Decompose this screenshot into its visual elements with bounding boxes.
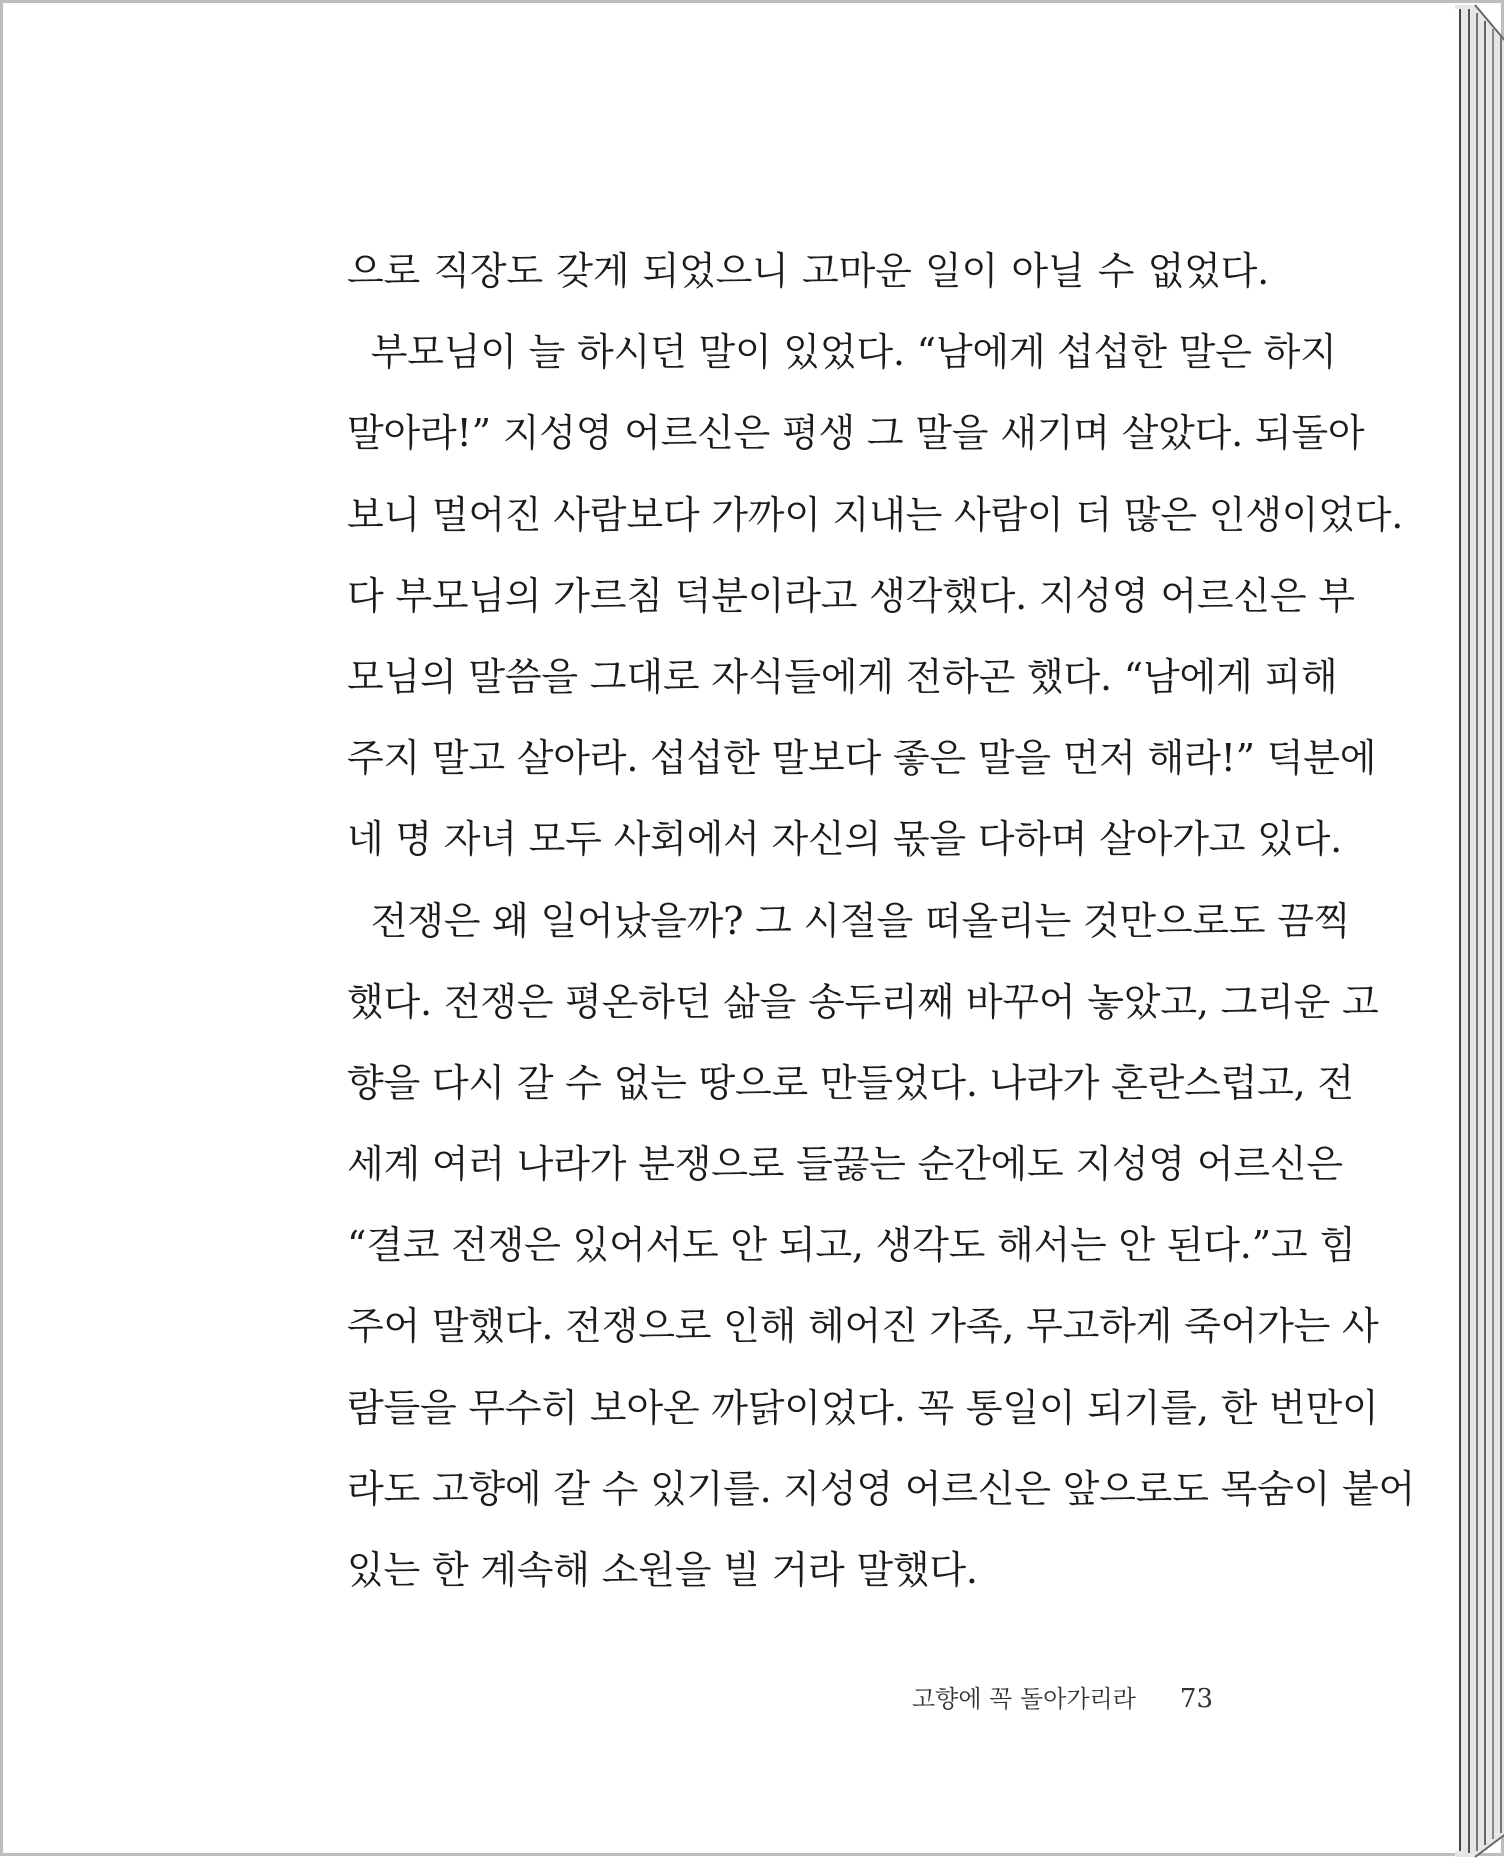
text-line: 모님의 말씀을 그대로 자식들에게 전하곤 했다. “남에게 피해 — [347, 654, 1338, 699]
text-line: 으로 직장도 갖게 되었으니 고마운 일이 아닐 수 없었다. — [347, 249, 1269, 293]
body-text — [347, 231, 1416, 1611]
running-title: 고향에 꼭 돌아가리라 — [911, 1685, 1136, 1713]
text-line: 향을 다시 갈 수 없는 땅으로 만들었다. 나라가 혼란스럽고, 전 — [347, 1060, 1354, 1105]
text-line: 말아라!” 지성영 어르신은 평생 그 말을 새기며 살았다. 되돌아 — [347, 411, 1365, 456]
page-number: 73 — [1179, 1684, 1213, 1714]
text-line: 주지 말고 살아라. 섭섭한 말보다 좋은 말을 먼저 해라!” 덕분에 — [347, 736, 1377, 781]
text-line: 다 부모님의 가르침 덕분이라고 생각했다. 지성영 어르신은 부 — [347, 573, 1355, 618]
text-line: 있는 한 계속해 소원을 빌 거라 말했다. — [347, 1548, 978, 1592]
text-line: 주어 말했다. 전쟁으로 인해 헤어진 가족, 무고하게 죽어가는 사 — [347, 1304, 1379, 1349]
text-line: 세계 여러 나라가 분쟁으로 들끓는 순간에도 지성영 어르신은 — [347, 1142, 1343, 1187]
text-line: 네 명 자녀 모두 사회에서 자신의 몫을 다하며 살아가고 있다. — [347, 817, 1342, 862]
page-edges — [1455, 3, 1504, 1859]
text-line: 람들을 무수히 보아온 까닭이었다. 꼭 통일이 되기를, 한 번만이 — [347, 1385, 1379, 1430]
text-line: 전쟁은 왜 일어났을까? 그 시절을 떠올리는 것만으로도 끔찍 — [347, 898, 1351, 943]
text-line: 부모님이 늘 하시던 말이 있었다. “남에게 섭섭한 말은 하지 — [347, 330, 1337, 375]
text-line: 보니 멀어진 사람보다 가까이 지내는 사람이 더 많은 인생이었다. — [347, 492, 1404, 537]
text-line: 라도 고향에 갈 수 있기를. 지성영 어르신은 앞으로도 목숨이 붙어 — [347, 1466, 1416, 1511]
text-line: 했다. 전쟁은 평온하던 삶을 송두리째 바꾸어 놓았고, 그리운 고 — [347, 979, 1379, 1024]
page-footer — [912, 1679, 1213, 1714]
book-page — [9, 9, 1461, 1851]
text-line: “결코 전쟁은 있어서도 안 되고, 생각도 해서는 안 된다.”고 힘 — [347, 1223, 1356, 1268]
